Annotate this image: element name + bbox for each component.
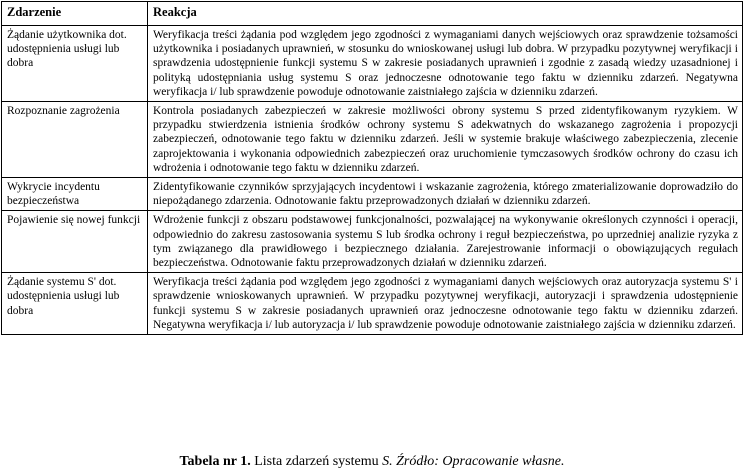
event-cell: Żądanie systemu S' dot. udostępnienia usługi lub dobra xyxy=(2,273,148,335)
header-event: Zdarzenie xyxy=(2,2,148,26)
reaction-cell: Zidentyfikowanie czynników sprzyjających incydentowi i wskazanie zagrożenia, którego zmaterializowanie doprowadziło do niepożądanego zdarzenia. Odnotowanie faktu przeprowadzonych działań w dzienniku zdarzeń. xyxy=(148,178,743,211)
event-cell: Pojawienie się nowej funkcji xyxy=(2,211,148,273)
table-row xyxy=(2,178,743,211)
event-cell: Rozpoznanie zagrożenia xyxy=(2,102,148,178)
reaction-cell: Weryfikacja treści żądania pod względem jego zgodności z wymaganiami danych wejściowych oraz sprawdzenie tożsamości użytkownika i posiadanych uprawnień, w stosunku do wnioskowanej usługi lub dobra. W przypadku pozytywnej weryfikacji i sprawdzenia udostępnienie funkcji systemu S w zakresie posiadanych uprawnień i zgodnie z zasadą wiedzy uzasadnionej i polityką udostępniania usług systemu S oraz jednoczesne odnotowanie tego faktu w dzienniku zdarzeń. Negatywna weryfikacja i/ lub sprawdzenie powoduje odnotowanie zaistniałego zajścia w dzienniku zdarzeń. xyxy=(148,26,743,102)
table-caption xyxy=(0,454,744,470)
events-table xyxy=(1,1,743,335)
table-row xyxy=(2,273,743,335)
table-row xyxy=(2,211,743,273)
caption-source: S. Źródło: Opracowanie własne. xyxy=(382,454,565,469)
event-cell: Wykrycie incydentu bezpieczeństwa xyxy=(2,178,148,211)
reaction-cell: Kontrola posiadanych zabezpieczeń w zakresie możliwości obrony systemu S przed zidentyfikowanym ryzykiem. W przypadku stwierdzenia istnienia środków ochrony systemu S adekwatnych do wskazanego zagrożenia i propozycji zabezpieczeń, odnotowanie tego faktu w dzienniku zdarzeń. Jeśli w systemie brakuje właściwego zabezpieczenia, zlecenie zaprojektowania i wykonania odpowiednich zabezpieczeń oraz uruchomienie tymczasowych środków ochrony do czasu ich wdrożenia i odnotowanie tego faktu w dzienniku zdarzeń. xyxy=(148,102,743,178)
table-row xyxy=(2,26,743,102)
caption-text: Lista zdarzeń systemu xyxy=(250,454,383,469)
event-cell: Żądanie użytkownika dot. udostępnienia usługi lub dobra xyxy=(2,26,148,102)
table-header-row xyxy=(2,2,743,26)
caption-label: Tabela nr 1. xyxy=(179,454,251,469)
reaction-cell: Wdrożenie funkcji z obszaru podstawowej funkcjonalności, pozwalającej na wykonywanie określonych czynności i operacji, odpowiednio do zakresu zastosowania systemu S lub środka ochrony i reguł bezpieczeństwa, po uprzedniej analizie ryzyka z tym związanego dla prawidłowego i bezpiecznego działania. Zarejestrowanie informacji o obowiązujących regułach bezpieczeństwa. Odnotowanie faktu przeprowadzonych działań w dzienniku zdarzeń. xyxy=(148,211,743,273)
table-row xyxy=(2,102,743,178)
header-reaction: Reakcja xyxy=(148,2,743,26)
reaction-cell: Weryfikacja treści żądania pod względem jego zgodności z wymaganiami danych wejściowych oraz autoryzacja systemu S' i sprawdzenie wnioskowanych uprawnień. W przypadku pozytywnej weryfikacji, autoryzacji i sprawdzenia udostępnienie funkcji systemu S w zakresie posiadanych uprawnień oraz jednoczesne odnotowanie tego faktu w dzienniku zdarzeń. Negatywna weryfikacja i/ lub autoryzacja i/ lub sprawdzenie powoduje odnotowanie zaistniałego zajścia w dzienniku zdarzeń. xyxy=(148,273,743,335)
